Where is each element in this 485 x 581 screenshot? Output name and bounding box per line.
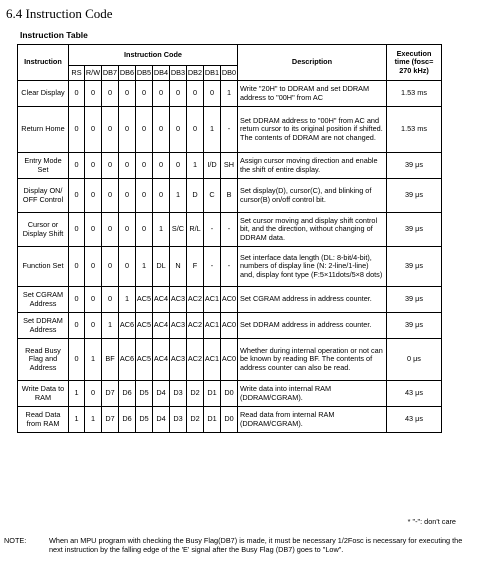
bit-cell: F — [187, 247, 204, 287]
instruction-rows — [18, 81, 442, 433]
execution-time: 39 μs — [387, 179, 442, 213]
bit-cell: D5 — [136, 407, 153, 433]
bit-cell: 0 — [69, 213, 85, 247]
bit-header-db7: DB7 — [102, 66, 119, 81]
bit-cell: AC1 — [204, 313, 221, 339]
bit-cell: B — [221, 179, 238, 213]
instruction-description: Set interface data length (DL: 8-bit/4-bit), numbers of display line (N: 2-line/1-line) and, display font type (F:5×11dots/5×8 dots) — [238, 247, 387, 287]
bit-cell: AC3 — [170, 339, 187, 381]
table-row — [18, 381, 442, 407]
execution-time: 1.53 ms — [387, 81, 442, 107]
bit-cell: I/D — [204, 153, 221, 179]
bit-cell: D1 — [204, 407, 221, 433]
bit-cell: 0 — [85, 381, 102, 407]
bit-cell: 0 — [69, 153, 85, 179]
bit-cell: 0 — [119, 153, 136, 179]
bit-cell: 0 — [136, 107, 153, 153]
bit-cell: 0 — [119, 81, 136, 107]
instruction-name: Clear Display — [18, 81, 69, 107]
bit-cell: 0 — [69, 179, 85, 213]
execution-time: 39 μs — [387, 287, 442, 313]
bit-cell: 0 — [69, 247, 85, 287]
instruction-name: Entry Mode Set — [18, 153, 69, 179]
instruction-name: Write Data to RAM — [18, 381, 69, 407]
bit-cell: 0 — [136, 213, 153, 247]
bit-cell: 0 — [153, 107, 170, 153]
instruction-name: Function Set — [18, 247, 69, 287]
bit-cell: 0 — [136, 153, 153, 179]
bit-cell: AC4 — [153, 313, 170, 339]
bit-cell: 1 — [119, 287, 136, 313]
instruction-description: Set DDRAM address in address counter. — [238, 313, 387, 339]
bit-cell: 1 — [69, 407, 85, 433]
bit-cell: 1 — [85, 407, 102, 433]
description-header: Description — [238, 45, 387, 81]
bit-header-db4: DB4 — [153, 66, 170, 81]
bit-cell: 0 — [102, 107, 119, 153]
bit-cell: 0 — [102, 287, 119, 313]
execution-time: 39 μs — [387, 153, 442, 179]
bit-cell: AC3 — [170, 313, 187, 339]
execution-time: 43 μs — [387, 407, 442, 433]
bit-cell: D4 — [153, 407, 170, 433]
bit-cell: AC5 — [136, 313, 153, 339]
bit-cell: 0 — [69, 287, 85, 313]
bit-cell: AC3 — [170, 287, 187, 313]
bit-header-rs: RS — [69, 66, 85, 81]
bit-cell: D2 — [187, 407, 204, 433]
bit-cell: D2 — [187, 381, 204, 407]
bit-cell: N — [170, 247, 187, 287]
bit-cell: AC4 — [153, 287, 170, 313]
bit-cell: R/L — [187, 213, 204, 247]
table-row — [18, 339, 442, 381]
table-caption: Instruction Table — [20, 30, 88, 40]
bit-cell: DL — [153, 247, 170, 287]
header-row-top — [18, 45, 442, 66]
bit-cell: 1 — [153, 213, 170, 247]
bit-cell: D3 — [170, 381, 187, 407]
bit-cell: D7 — [102, 381, 119, 407]
bit-cell: - — [204, 247, 221, 287]
bit-cell: 0 — [136, 81, 153, 107]
bit-cell: 0 — [102, 81, 119, 107]
instruction-description: Whether during internal operation or not can be known by reading BF. The contents of address counter can also be read. — [238, 339, 387, 381]
instruction-name: Display ON/ OFF Control — [18, 179, 69, 213]
execution-time: 0 μs — [387, 339, 442, 381]
bit-cell: 0 — [85, 213, 102, 247]
execution-time: 39 μs — [387, 313, 442, 339]
table-row — [18, 287, 442, 313]
bit-cell: 0 — [69, 107, 85, 153]
bit-cell: 0 — [204, 81, 221, 107]
bit-cell: 0 — [119, 107, 136, 153]
table-row — [18, 247, 442, 287]
instruction-description: Read data from internal RAM (DDRAM/CGRAM). — [238, 407, 387, 433]
bit-cell: 0 — [153, 81, 170, 107]
bit-header-db2: DB2 — [187, 66, 204, 81]
bit-cell: 0 — [85, 107, 102, 153]
instruction-code-header: Instruction Code — [69, 45, 238, 66]
bit-cell: AC2 — [187, 313, 204, 339]
bit-cell: 0 — [102, 247, 119, 287]
bit-cell: 0 — [69, 81, 85, 107]
bit-cell: - — [221, 107, 238, 153]
bit-cell: D0 — [221, 381, 238, 407]
bit-cell: AC4 — [153, 339, 170, 381]
bit-cell: AC2 — [187, 339, 204, 381]
bit-cell: 1 — [187, 153, 204, 179]
note-label: NOTE: — [4, 536, 27, 545]
bit-cell: 1 — [170, 179, 187, 213]
section-title: 6.4 Instruction Code — [6, 6, 113, 21]
instruction-header: Instruction — [18, 45, 69, 81]
bit-cell: D7 — [102, 407, 119, 433]
bit-cell: AC1 — [204, 339, 221, 381]
bit-cell: AC6 — [119, 313, 136, 339]
instruction-name: Return Home — [18, 107, 69, 153]
execution-time: 39 μs — [387, 213, 442, 247]
bit-cell: D6 — [119, 407, 136, 433]
execution-time: 1.53 ms — [387, 107, 442, 153]
instruction-description: Write "20H" to DDRAM and set DDRAM address to "00H" from AC — [238, 81, 387, 107]
note-text: When an MPU program with checking the Busy Flag(DB7) is made, it must be necessary 1/2Fosc is necessary for executing the next instruction by the falling edge of the 'E' signal after the Busy Flag (DB7) goes to "Low". — [49, 536, 463, 555]
bit-cell: 0 — [102, 153, 119, 179]
bit-cell: 0 — [85, 287, 102, 313]
bit-cell: 0 — [187, 107, 204, 153]
bit-cell: D1 — [204, 381, 221, 407]
bit-cell: 0 — [170, 107, 187, 153]
bit-cell: 0 — [153, 179, 170, 213]
dont-care-footnote: * "-": don't care — [407, 517, 456, 526]
table-row — [18, 407, 442, 433]
bit-cell: D0 — [221, 407, 238, 433]
bit-cell: AC0 — [221, 287, 238, 313]
bit-cell: 0 — [119, 179, 136, 213]
table-row — [18, 213, 442, 247]
bit-cell: 1 — [204, 107, 221, 153]
bit-cell: AC1 — [204, 287, 221, 313]
instruction-name: Read Data from RAM — [18, 407, 69, 433]
bit-cell: AC2 — [187, 287, 204, 313]
bit-cell: 1 — [102, 313, 119, 339]
bit-cell: AC0 — [221, 313, 238, 339]
bit-cell: D — [187, 179, 204, 213]
bit-cell: 0 — [102, 213, 119, 247]
bit-cell: AC0 — [221, 339, 238, 381]
bit-cell: 0 — [170, 153, 187, 179]
bit-cell: SH — [221, 153, 238, 179]
table-row — [18, 179, 442, 213]
bit-cell: 0 — [85, 81, 102, 107]
bit-cell: D6 — [119, 381, 136, 407]
bit-cell: 0 — [136, 179, 153, 213]
instruction-name: Cursor or Display Shift — [18, 213, 69, 247]
bit-header-db0: DB0 — [221, 66, 238, 81]
bit-cell: 1 — [136, 247, 153, 287]
instruction-description: Set CGRAM address in address counter. — [238, 287, 387, 313]
bit-cell: 1 — [69, 381, 85, 407]
execution-time: 43 μs — [387, 381, 442, 407]
bit-cell: AC6 — [119, 339, 136, 381]
execution-time: 39 μs — [387, 247, 442, 287]
bit-cell: 0 — [187, 81, 204, 107]
bit-cell: BF — [102, 339, 119, 381]
bit-header-db6: DB6 — [119, 66, 136, 81]
bit-cell: 0 — [102, 179, 119, 213]
instruction-description: Set DDRAM address to "00H" from AC and return cursor to its original position if shifted. The contents of DDRAM are not changed. — [238, 107, 387, 153]
bit-cell: D5 — [136, 381, 153, 407]
instruction-name: Read Busy Flag and Address — [18, 339, 69, 381]
bit-cell: AC5 — [136, 339, 153, 381]
bit-header-db3: DB3 — [170, 66, 187, 81]
table-row — [18, 313, 442, 339]
bit-cell: 0 — [69, 339, 85, 381]
instruction-name: Set DDRAM Address — [18, 313, 69, 339]
bit-header-rw: R/W — [85, 66, 102, 81]
table-row — [18, 81, 442, 107]
bit-cell: 0 — [119, 247, 136, 287]
bit-cell: 0 — [170, 81, 187, 107]
bit-cell: 0 — [85, 153, 102, 179]
bit-cell: D4 — [153, 381, 170, 407]
table-row — [18, 153, 442, 179]
instruction-description: Assign cursor moving direction and enable the shift of entire display. — [238, 153, 387, 179]
bit-cell: - — [221, 213, 238, 247]
bit-cell: - — [204, 213, 221, 247]
table-row — [18, 107, 442, 153]
bit-cell: 0 — [69, 313, 85, 339]
instruction-table — [17, 44, 442, 433]
instruction-name: Set CGRAM Address — [18, 287, 69, 313]
bit-cell: 0 — [85, 247, 102, 287]
bit-cell: 1 — [221, 81, 238, 107]
bit-cell: S/C — [170, 213, 187, 247]
bit-cell: C — [204, 179, 221, 213]
bit-cell: AC5 — [136, 287, 153, 313]
bit-cell: D3 — [170, 407, 187, 433]
bit-cell: 0 — [85, 179, 102, 213]
execution-time-header: Execution time (fosc= 270 kHz) — [387, 45, 442, 81]
bit-cell: 0 — [153, 153, 170, 179]
bit-header-db1: DB1 — [204, 66, 221, 81]
bit-cell: 0 — [85, 313, 102, 339]
instruction-description: Set cursor moving and display shift control bit, and the direction, without changing of DDRAM data. — [238, 213, 387, 247]
bit-cell: - — [221, 247, 238, 287]
bit-header-db5: DB5 — [136, 66, 153, 81]
instruction-description: Set display(D), cursor(C), and blinking of cursor(B) on/off control bit. — [238, 179, 387, 213]
bit-cell: 1 — [85, 339, 102, 381]
instruction-description: Write data into internal RAM (DDRAM/CGRAM). — [238, 381, 387, 407]
bit-cell: 0 — [119, 213, 136, 247]
